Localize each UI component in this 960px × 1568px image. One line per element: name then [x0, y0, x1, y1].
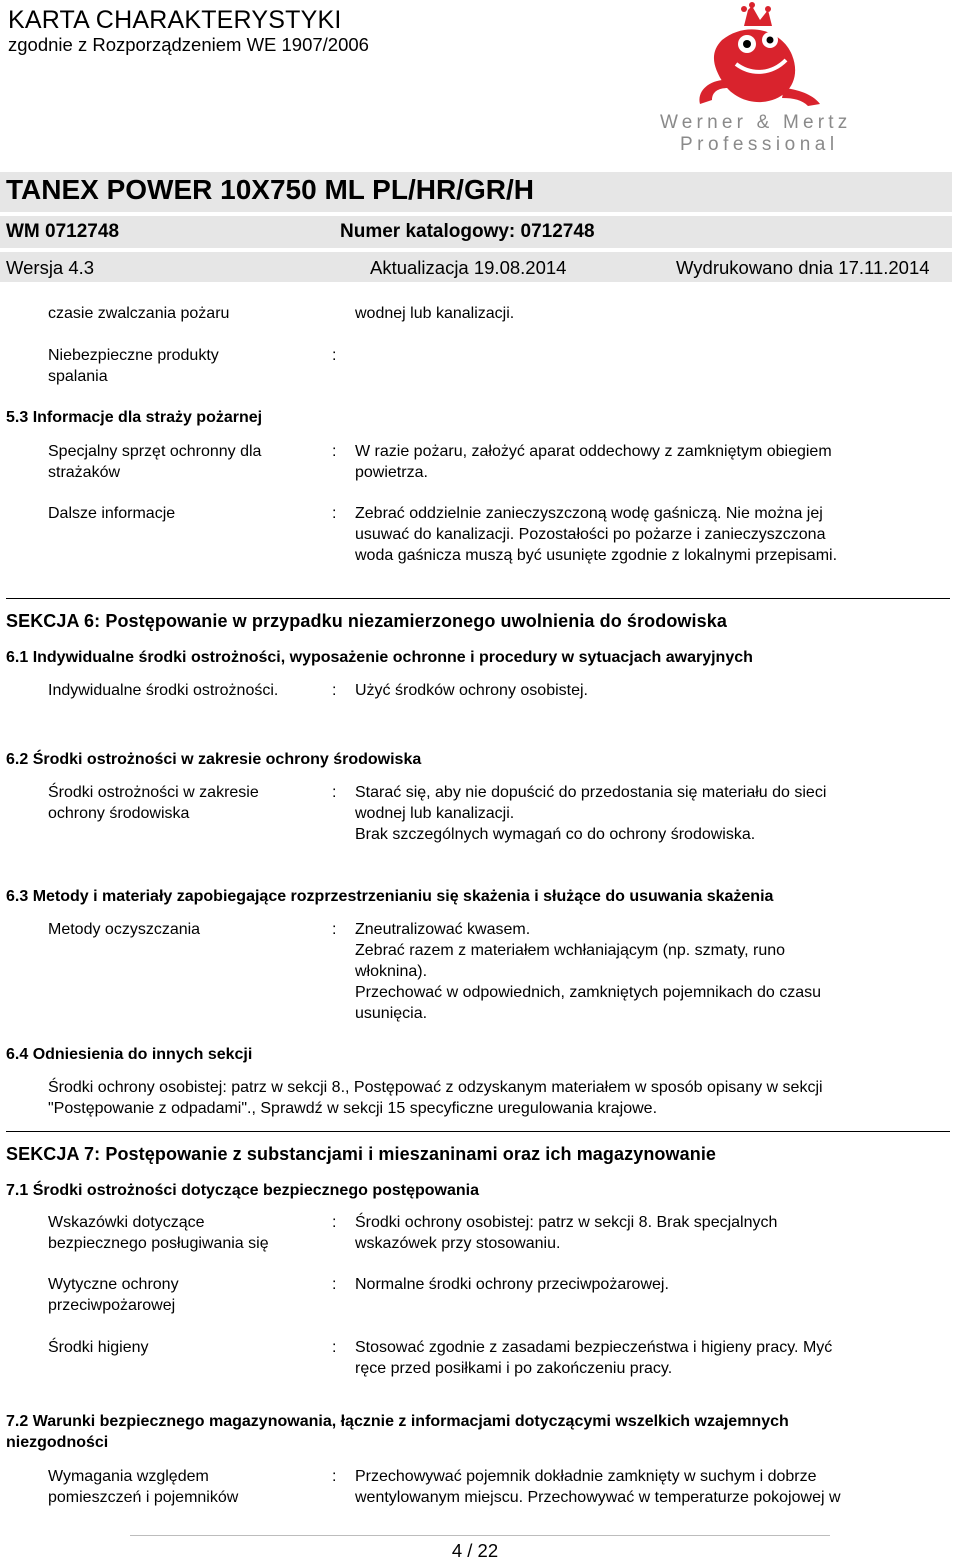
section-7-title: SEKCJA 7: Postępowanie z substancjami i mieszaninami oraz ich magazynowanie [6, 1144, 717, 1164]
update-date: Aktualizacja 19.08.2014 [370, 257, 567, 278]
storage-requirements-value: Przechowywać pojemnik dokładnie zamknięty w suchym i dobrze wentylowanym miejscu. Przechowywać w temperaturze pokojowej w [355, 1468, 841, 1506]
environmental-precautions-label: Środki ostrożności w zakresie ochrony środowiska [48, 784, 259, 822]
product-name: TANEX POWER 10X750 ML PL/HR/GR/H [6, 174, 534, 205]
safe-handling-value: Środki ochrony osobistej: patrz w sekcji 8. Brak specjalnych wskazówek przy stosowaniu. [355, 1214, 778, 1252]
colon: : [332, 1468, 337, 1485]
footer-divider [130, 1535, 830, 1536]
other-sections-reference: Środki ochrony osobistej: patrz w sekcji 8., Postępować z odzyskanym materiałem w sposób opisany w sekcji "Postępowanie z odpadami"., Sprawdź w sekcji 15 specyficzne uregulowania krajowe. [48, 1079, 823, 1117]
fire-fighting-label-cont: czasie zwalczania pożaru [48, 305, 230, 322]
cleaning-methods-label: Metody oczyszczania [48, 921, 201, 938]
cleaning-methods-value: Zneutralizować kwasem. Zebrać razem z materiałem wchłaniającym (np. szmaty, runo włoknina). Przechować w odpowiednich, zamkniętych pojemnikach do czasu usunięcia. [355, 921, 822, 1022]
section-6-title: SEKCJA 6: Postępowanie w przypadku niezamierzonego uwolnienia do środowiska [6, 611, 727, 631]
hazardous-products-label: Niebezpieczne produkty spalania [48, 347, 219, 385]
colon: : [332, 921, 337, 938]
fire-protection-value: Normalne środki ochrony przeciwpożarowej. [355, 1276, 669, 1293]
logo-text-professional: Professional [680, 134, 839, 155]
version: Wersja 4.3 [6, 257, 95, 278]
page-number: 4 / 22 [451, 1540, 499, 1561]
personal-precautions-label: Indywidualne środki ostrożności. [48, 682, 279, 699]
section-divider [6, 598, 950, 599]
catalog-number: Numer katalogowy: 0712748 [340, 221, 595, 242]
subsection-6-1-title: 6.1 Indywidualne środki ostrożności, wyposażenie ochronne i procedury w sytuacjach awaryjnych [6, 649, 753, 666]
colon: : [332, 505, 337, 522]
further-info-label: Dalsze informacje [48, 505, 176, 522]
section-divider [6, 1131, 950, 1132]
colon: : [332, 784, 337, 801]
subsection-7-1-title: 7.1 Środki ostrożności dotyczące bezpiecznego postępowania [6, 1182, 479, 1199]
wm-number: WM 0712748 [6, 221, 120, 242]
safe-handling-label: Wskazówki dotyczące bezpiecznego posługiwania się [48, 1214, 269, 1252]
environmental-precautions-value: Starać się, aby nie dopuścić do przedostania się materiału do sieci wodnej lub kanalizacji. Brak szczególnych wymagań co do ochrony środowiska. [355, 784, 827, 843]
colon: : [332, 1214, 337, 1231]
further-info-value: Zebrać oddzielnie zanieczyszczoną wodę gaśniczą. Nie można jej usuwać do kanalizacji. Pozostałości po pożarze i zanieczyszczona woda gaśnicza muszą być usunięte zgodnie z lokalnymi przepisami. [355, 505, 838, 564]
colon: : [332, 682, 337, 699]
colon: : [332, 443, 337, 460]
special-equipment-value: W razie pożaru, założyć aparat oddechowy z zamkniętym obiegiem powietrza. [355, 443, 832, 481]
fire-protection-label: Wytyczne ochrony przeciwpożarowej [48, 1276, 179, 1314]
colon: : [332, 1276, 337, 1293]
subsection-6-3-title: 6.3 Metody i materiały zapobiegające rozprzestrzenianiu się skażenia i służące do usuwania skażenia [6, 888, 774, 905]
fire-fighting-value-cont: wodnej lub kanalizacji. [355, 305, 515, 322]
storage-requirements-label: Wymagania względem pomieszczeń i pojemników [48, 1468, 239, 1506]
subsection-6-4-title: 6.4 Odniesienia do innych sekcji [6, 1046, 253, 1063]
subsection-7-2-title: 7.2 Warunki bezpiecznego magazynowania, łącznie z informacjami dotyczącymi wszelkich wzajemnych niezgodności [6, 1413, 789, 1451]
document-title: KARTA CHARAKTERYSTYKI [8, 6, 342, 34]
personal-precautions-value: Użyć środków ochrony osobistej. [355, 682, 588, 699]
hygiene-value: Stosować zgodnie z zasadami bezpieczeństwa i higieny pracy. Myć ręce przed posiłkami i po zakończeniu pracy. [355, 1339, 833, 1377]
print-date: Wydrukowano dnia 17.11.2014 [676, 257, 930, 278]
subsection-6-2-title: 6.2 Środki ostrożności w zakresie ochrony środowiska [6, 751, 422, 768]
logo-text-brand: Werner & Mertz [660, 112, 852, 133]
colon: : [332, 347, 337, 364]
special-equipment-label: Specjalny sprzęt ochronny dla strażaków [48, 443, 262, 481]
document-subtitle: zgodnie z Rozporządzeniem WE 1907/2006 [8, 34, 369, 55]
subsection-5-3-title: 5.3 Informacje dla straży pożarnej [6, 409, 263, 426]
hygiene-label: Środki higieny [48, 1339, 149, 1356]
colon: : [332, 1339, 337, 1356]
